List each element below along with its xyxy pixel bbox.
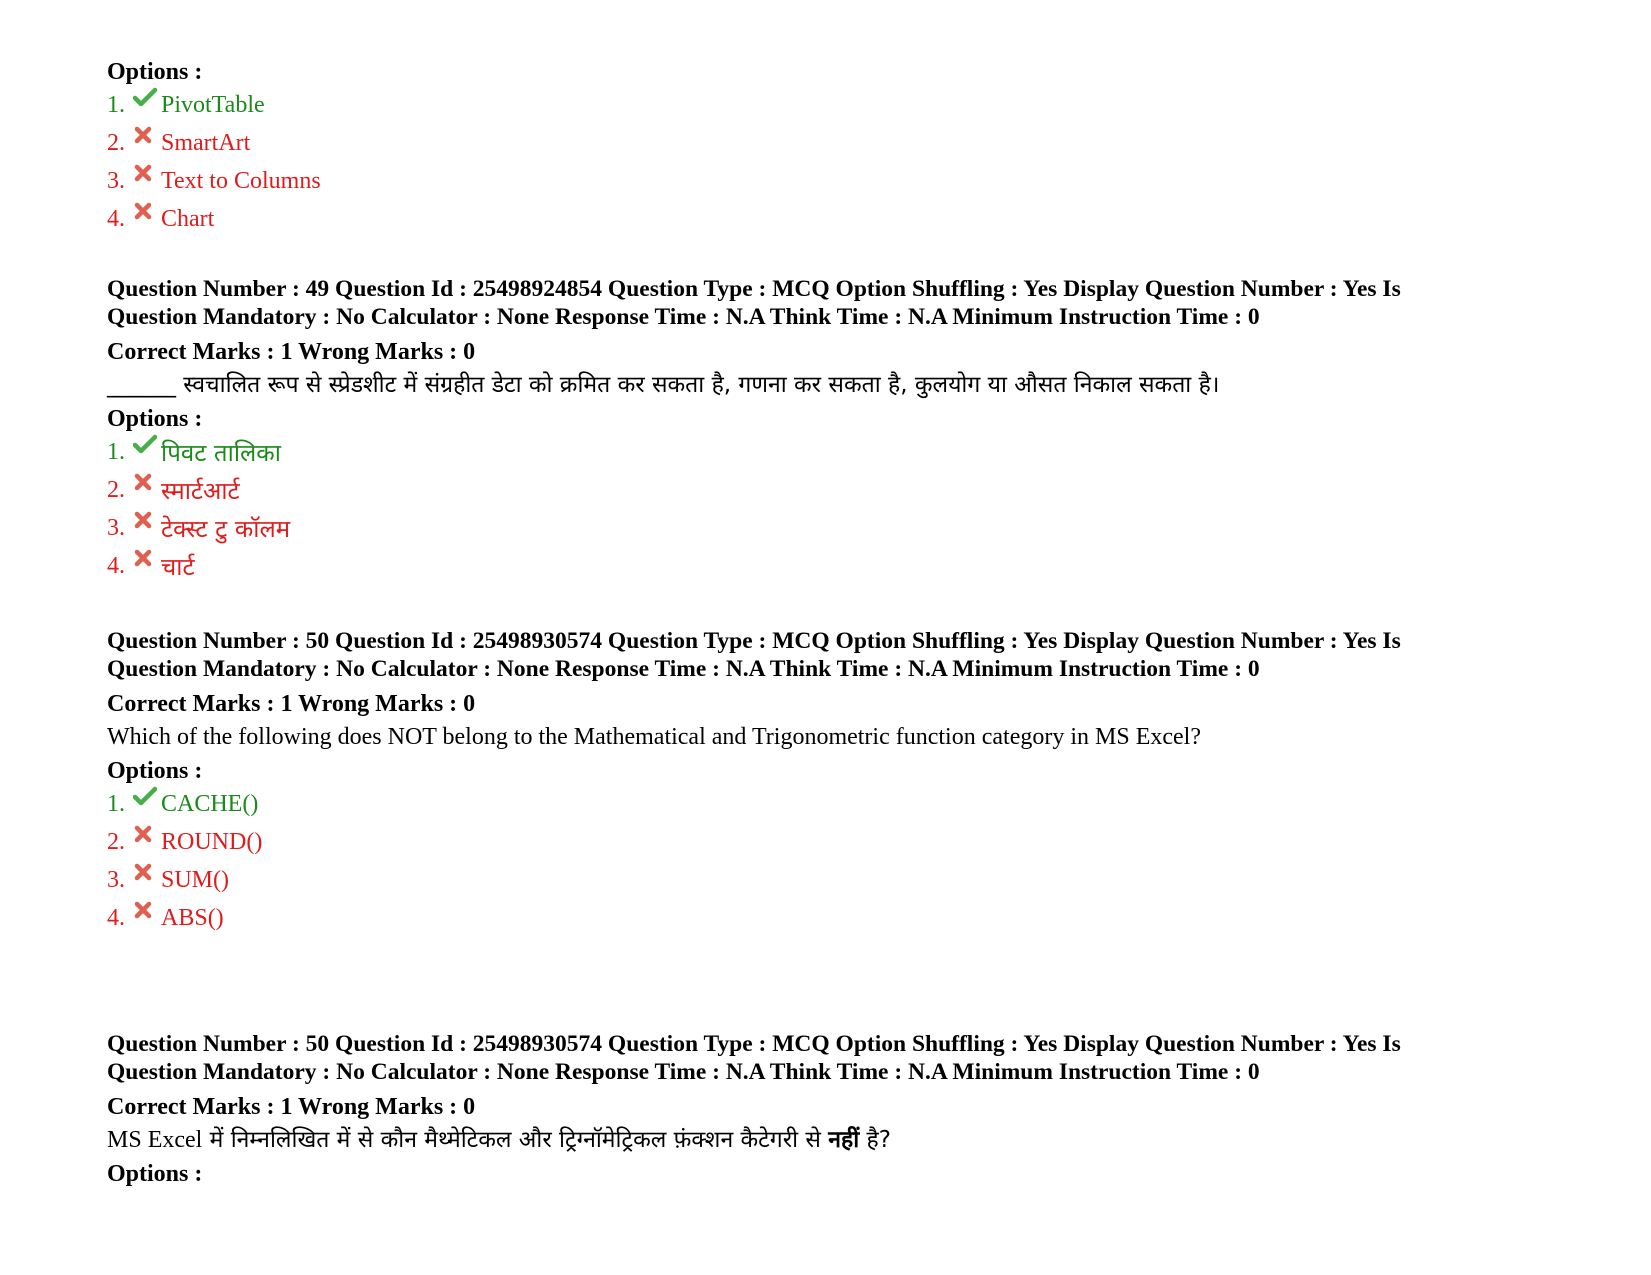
- options-label: Options :: [107, 1161, 203, 1187]
- question-text-main: में निम्नलिखित में से कौन मैथ्मेटिकल और ट्रिग्नॉमेट्रिकल फ़ंक्शन कैटेगरी से: [202, 1127, 829, 1153]
- options-list: [107, 785, 1547, 937]
- cross-icon: [133, 824, 161, 848]
- option-item: [107, 200, 1547, 238]
- marks-line: Correct Marks : 1 Wrong Marks : 0: [107, 691, 476, 717]
- option-text: SUM(): [161, 866, 230, 893]
- option-item: [107, 823, 1547, 861]
- option-item: [107, 86, 1547, 124]
- option-text: Text to Columns: [161, 167, 321, 194]
- option-item: [107, 547, 1547, 585]
- cross-icon: [133, 862, 161, 886]
- cross-icon: [133, 510, 161, 534]
- option-text: Chart: [161, 205, 215, 232]
- option-number: 4.: [107, 205, 125, 232]
- question-meta-line-2: Question Mandatory : No Calculator : None Response Time : N.A Think Time : N.A Minimum Instruction Time : 0: [107, 1059, 1260, 1085]
- question-text: [107, 1124, 1547, 1156]
- option-text: SmartArt: [161, 129, 251, 156]
- question-49-block: [107, 275, 1547, 585]
- option-number: 3.: [107, 866, 125, 893]
- option-text: टेक्स्ट टु कॉलम: [161, 514, 291, 543]
- question-text-prefix: MS Excel: [107, 1127, 203, 1153]
- option-number: 2.: [107, 129, 125, 156]
- question-text-emphasis: नहीं: [828, 1127, 860, 1153]
- cross-icon: [133, 201, 161, 225]
- check-icon: [133, 434, 161, 458]
- question-48-options-block: [107, 58, 1547, 238]
- question-meta-line-1: Question Number : 49 Question Id : 25498924854 Question Type : MCQ Option Shuffling : Yes Display Question Number : Yes Is: [107, 276, 1401, 302]
- option-text: चार्ट: [161, 552, 195, 581]
- option-item: [107, 785, 1547, 823]
- question-meta-line-2: Question Mandatory : No Calculator : None Response Time : N.A Think Time : N.A Minimum Instruction Time : 0: [107, 304, 1260, 330]
- option-number: 2.: [107, 828, 125, 855]
- cross-icon: [133, 125, 161, 149]
- question-text: Which of the following does NOT belong to the Mathematical and Trigonometric function category in MS Excel?: [107, 724, 1201, 750]
- option-number: 2.: [107, 476, 125, 503]
- option-number: 1.: [107, 91, 125, 118]
- option-number: 1.: [107, 790, 125, 817]
- question-50-hi-block: [107, 1030, 1547, 1188]
- option-text: ABS(): [161, 904, 224, 931]
- option-number: 4.: [107, 552, 125, 579]
- question-text: ______ स्वचालित रूप से स्प्रेडशीट में संग्रहीत डेटा को क्रमित कर सकता है, गणना कर सकता है, कुलयोग या औसत निकाल सकता है।: [107, 372, 1220, 398]
- options-list: [107, 433, 1547, 585]
- option-text: CACHE(): [161, 790, 259, 817]
- cross-icon: [133, 900, 161, 924]
- option-item: [107, 861, 1547, 899]
- question-meta-line-1: Question Number : 50 Question Id : 25498930574 Question Type : MCQ Option Shuffling : Yes Display Question Number : Yes Is: [107, 1031, 1401, 1057]
- options-label: Options :: [107, 758, 203, 784]
- option-text: स्मार्टआर्ट: [161, 476, 240, 505]
- option-number: 4.: [107, 904, 125, 931]
- option-item: [107, 509, 1547, 547]
- option-item: [107, 124, 1547, 162]
- options-list: [107, 86, 1547, 238]
- question-meta-line-1: Question Number : 50 Question Id : 25498930574 Question Type : MCQ Option Shuffling : Yes Display Question Number : Yes Is: [107, 628, 1401, 654]
- marks-line: Correct Marks : 1 Wrong Marks : 0: [107, 339, 476, 365]
- option-item: [107, 162, 1547, 200]
- cross-icon: [133, 163, 161, 187]
- cross-icon: [133, 472, 161, 496]
- option-item: [107, 899, 1547, 937]
- option-number: 3.: [107, 167, 125, 194]
- check-icon: [133, 87, 161, 111]
- question-50-en-block: [107, 627, 1547, 937]
- option-item: [107, 433, 1547, 471]
- option-text: ROUND(): [161, 828, 263, 855]
- option-text: PivotTable: [161, 91, 265, 118]
- options-label: Options :: [107, 406, 203, 432]
- option-text: पिवट तालिका: [161, 438, 281, 467]
- option-number: 3.: [107, 514, 125, 541]
- check-icon: [133, 786, 161, 810]
- marks-line: Correct Marks : 1 Wrong Marks : 0: [107, 1094, 476, 1120]
- question-meta-line-2: Question Mandatory : No Calculator : None Response Time : N.A Think Time : N.A Minimum Instruction Time : 0: [107, 656, 1260, 682]
- question-text-suffix: है?: [859, 1127, 891, 1153]
- option-item: [107, 471, 1547, 509]
- cross-icon: [133, 548, 161, 572]
- options-label: Options :: [107, 59, 203, 85]
- option-number: 1.: [107, 438, 125, 465]
